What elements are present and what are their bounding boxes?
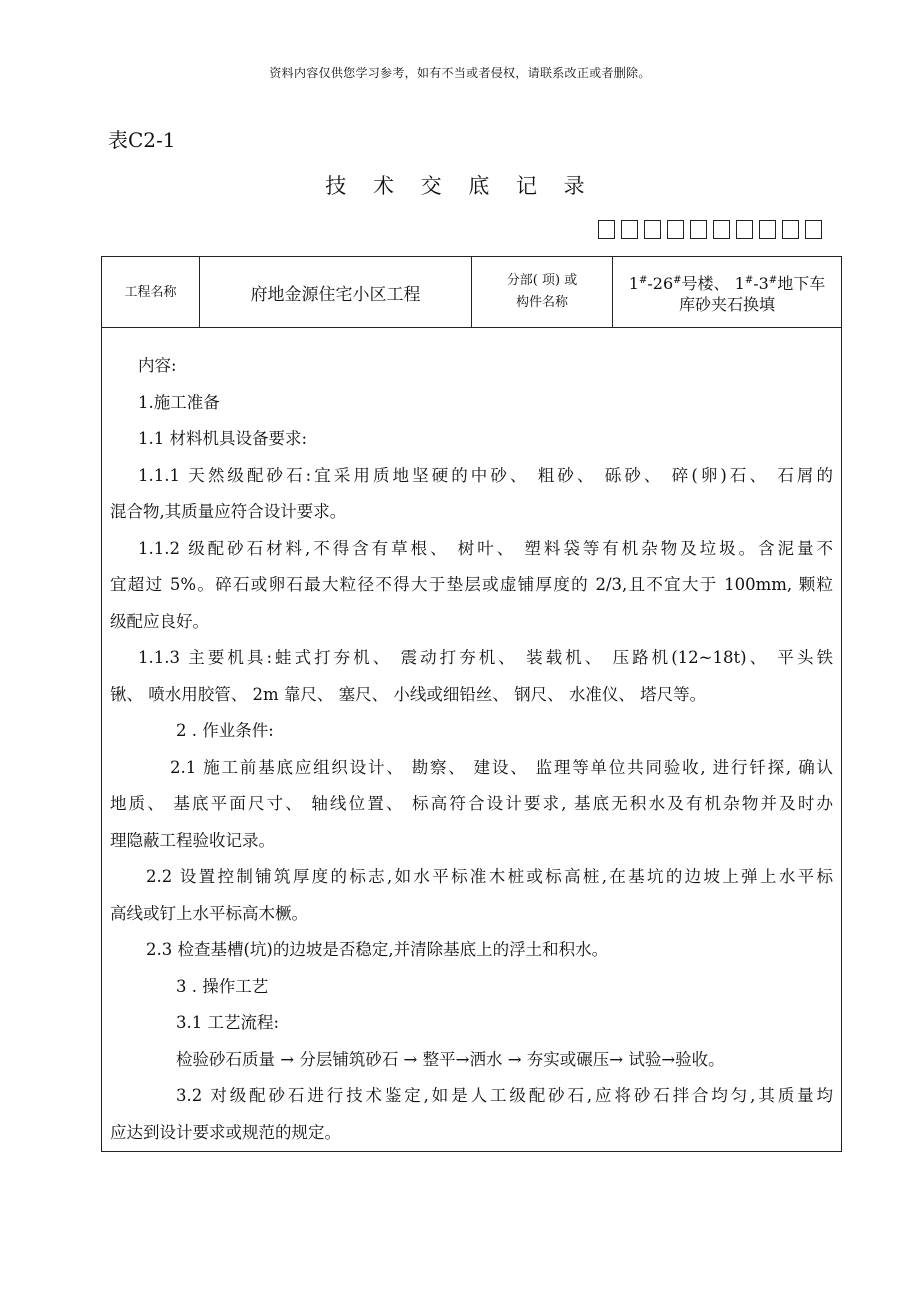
paragraph-line: 应达到设计要求或规范的规定。	[110, 1122, 341, 1142]
paragraph-line: 1.1.2 级配砂石材料,不得含有草根、 树叶、 塑料袋等有机杂物及垃圾。含泥量不	[138, 538, 833, 558]
division-value-part: -3	[753, 273, 769, 293]
number-box[interactable]	[782, 220, 799, 239]
number-box[interactable]	[598, 220, 615, 239]
section-heading: 1.施工准备	[138, 392, 220, 412]
paragraph-line: 1.1.3 主要机具:蛙式打夯机、 震动打夯机、 装载机、 压路机(12~18t)、 平头铁	[138, 648, 833, 667]
number-box[interactable]	[805, 220, 822, 239]
record-table	[101, 256, 842, 1152]
number-box[interactable]	[759, 220, 776, 239]
division-value-line1	[613, 270, 841, 294]
paragraph-line: 地质、 基底平面尺寸、 轴线位置、 标高符合设计要求, 基底无积水及有机杂物并及时办	[110, 794, 833, 813]
division-value-line2: 库砂夹石换填	[678, 294, 775, 314]
division-label-line2: 构件名称	[515, 295, 568, 310]
number-sign-superscript: #	[673, 274, 682, 286]
number-sign-superscript: #	[768, 274, 778, 286]
content-cell[interactable]	[102, 328, 842, 1152]
division-value-part: 地下车	[777, 273, 826, 293]
number-box[interactable]	[667, 220, 684, 239]
division-label-cell	[472, 257, 613, 328]
division-value-part: 1	[628, 273, 639, 293]
project-name-label: 工程名称	[124, 284, 177, 300]
subsection-heading: 3.1 工艺流程:	[176, 1013, 280, 1032]
paragraph-line: 2.1 施工前基底应组织设计、 勘察、 建设、 监理等单位共同验收, 进行钎探, 确认	[170, 757, 833, 777]
number-sign-superscript: #	[744, 274, 754, 286]
paragraph-line: 高线或钉上水平标高木橛。	[110, 903, 308, 923]
record-number-boxes	[598, 220, 822, 239]
section-heading: 3 . 操作工艺	[176, 976, 269, 996]
division-label-line1: 分部( 项) 或	[506, 273, 578, 288]
number-box[interactable]	[644, 220, 661, 239]
paragraph-line: 3.2 对级配砂石进行技术鉴定,如是人工级配砂石,应将砂石拌合均匀,其质量均	[176, 1086, 833, 1105]
project-name-value-cell[interactable]	[200, 257, 472, 328]
paragraph-line: 级配应良好。	[110, 611, 209, 631]
content-row	[102, 328, 842, 1152]
project-name-label-cell	[102, 257, 200, 328]
subsection-heading: 1.1 材料机具设备要求:	[138, 429, 308, 448]
content-body	[102, 348, 841, 1151]
paragraph-line: 混合物,其质量应符合设计要求。	[110, 502, 347, 521]
section-heading: 2 . 作业条件:	[176, 721, 274, 740]
document-title: 技 术 交 底 记 录	[325, 174, 595, 198]
form-code: 表C2-1	[108, 128, 176, 152]
paragraph-line: 2.3 检查基槽(坑)的边坡是否稳定,并清除基底上的浮土和积水。	[146, 940, 609, 959]
number-box[interactable]	[690, 220, 707, 239]
disclaimer-text: 资料内容仅供您学习参考，如有不当或者侵权，请联系改正或者删除。	[269, 66, 651, 80]
number-box[interactable]	[713, 220, 730, 239]
division-value-part: -26	[647, 273, 674, 293]
number-box[interactable]	[621, 220, 638, 239]
paragraph-line: 1.1.1 天然级配砂石:宜采用质地坚硬的中砂、 粗砂、 砾砂、 碎(卵)石、 石屑的	[138, 465, 833, 485]
division-value-cell[interactable]	[613, 257, 842, 328]
project-name-value: 府地金源住宅小区工程	[250, 284, 421, 305]
paragraph-line: 宜超过 5%。碎石或卵石最大粒径不得大于垫层或虚铺厚度的 2/3,且不宜大于 100mm, 颗粒	[110, 575, 833, 594]
number-box[interactable]	[736, 220, 753, 239]
header-row	[102, 257, 842, 328]
paragraph-line: 锹、 喷水用胶管、 2m 靠尺、 塞尺、 小线或细铅丝、 钢尺、 水准仪、 塔尺等。	[110, 684, 707, 704]
paragraph-line: 理隐蔽工程验收记录。	[110, 830, 275, 850]
content-heading: 内容:	[138, 356, 177, 375]
number-sign-superscript: #	[638, 274, 648, 286]
division-value-part: 号楼、 1	[681, 273, 745, 293]
paragraph-line: 2.2 设置控制铺筑厚度的标志,如水平标准木桩或标高桩,在基坑的边坡上弹上水平标	[146, 867, 833, 886]
process-flow-line: 检验砂石质量 → 分层铺筑砂石 → 整平→洒水 → 夯实或碾压→ 试验→验收。	[176, 1049, 725, 1069]
